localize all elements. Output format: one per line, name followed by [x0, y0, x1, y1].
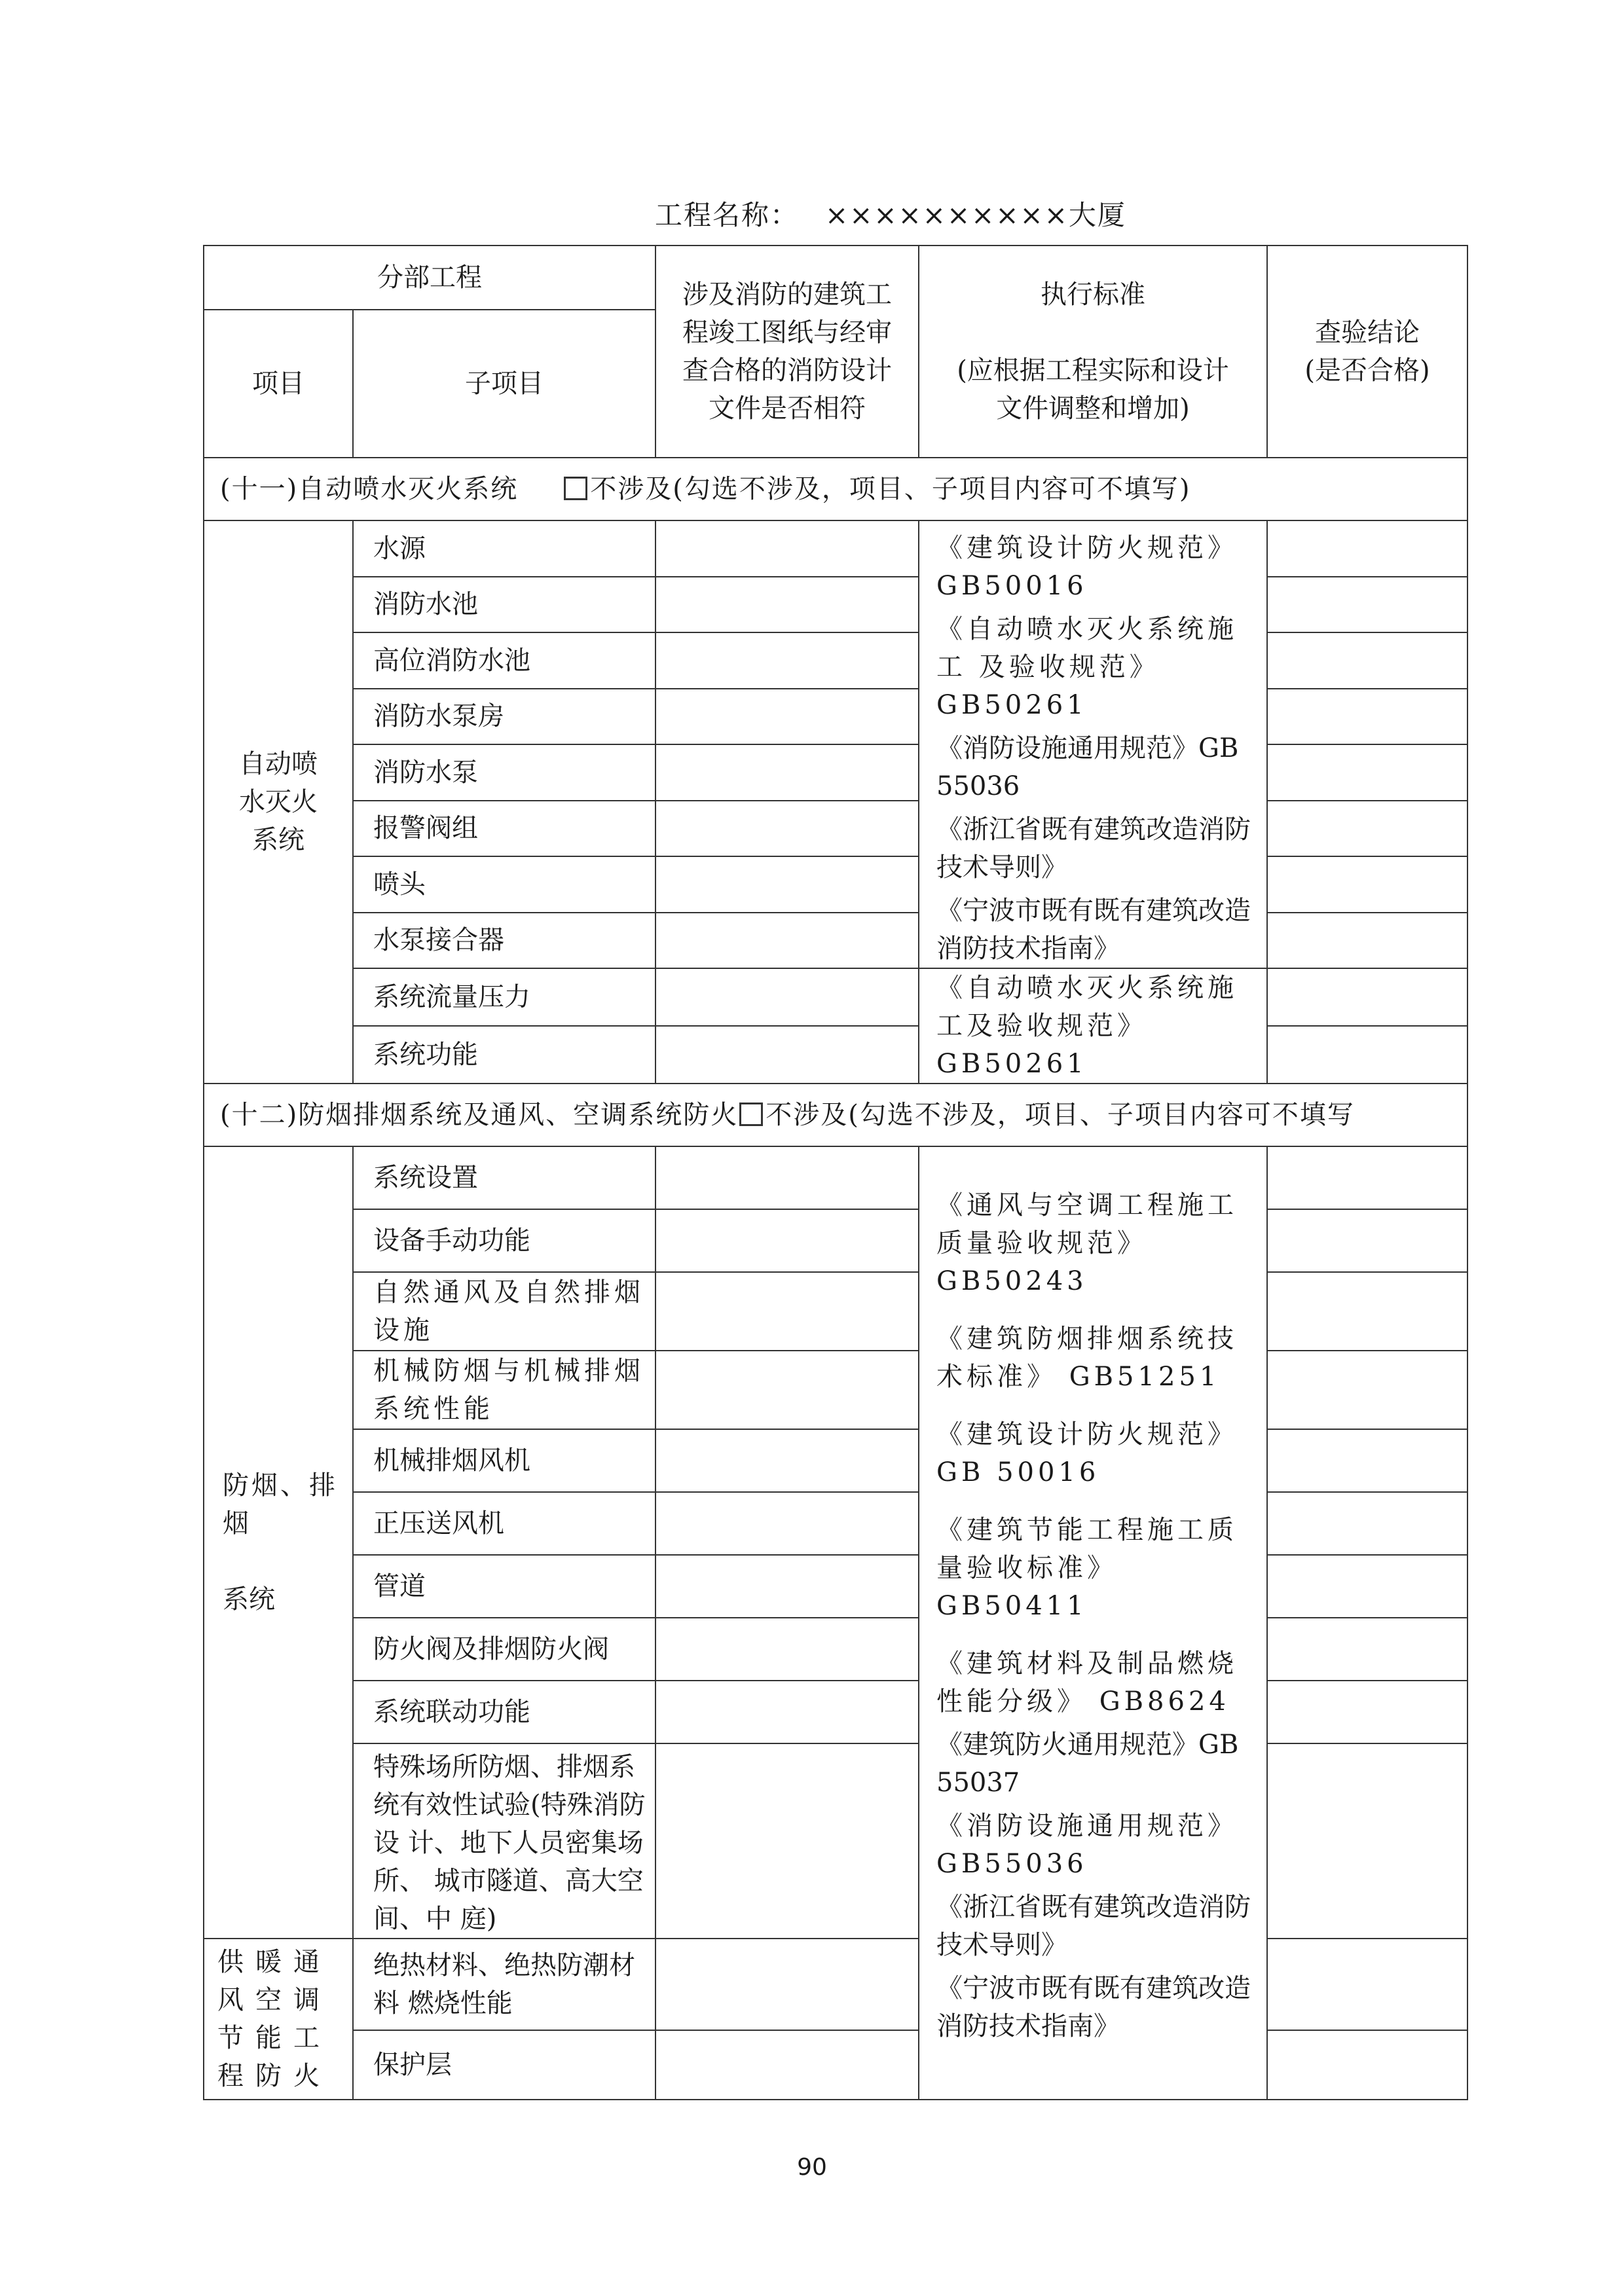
drawings-cell[interactable]	[655, 1555, 919, 1618]
header-item: 项目	[204, 310, 353, 458]
subitem: 机械防烟与机械排烟系统性能	[353, 1351, 655, 1429]
not-applicable-checkbox[interactable]	[564, 477, 587, 500]
page-number: 90	[797, 2154, 827, 2181]
subitem: 喷头	[353, 856, 655, 913]
subitem: 绝热材料、绝热防潮材料 燃烧性能	[353, 1939, 655, 2030]
subitem: 消防水泵	[353, 744, 655, 801]
drawings-cell[interactable]	[655, 1272, 919, 1351]
header-division: 分部工程	[204, 246, 655, 310]
subitem: 特殊场所防烟、排烟系统有效性试验(特殊消防设 计、地下人员密集场所、 城市隧道、高大空间、中 庭)	[353, 1743, 655, 1939]
section-11-standard-bottom: 《自动喷水灭火系统施工及验收规范》 GB50261	[919, 968, 1267, 1084]
result-cell[interactable]	[1267, 801, 1467, 857]
subitem: 消防水泵房	[353, 689, 655, 745]
subitem: 保护层	[353, 2030, 655, 2100]
drawings-cell[interactable]	[655, 801, 919, 857]
result-cell[interactable]	[1267, 1272, 1467, 1351]
drawings-cell[interactable]	[655, 1351, 919, 1429]
subitem: 系统联动功能	[353, 1681, 655, 1743]
section-11-item: 自动喷 水灭火 系统	[204, 520, 353, 1084]
result-cell[interactable]	[1267, 968, 1467, 1026]
drawings-cell[interactable]	[655, 632, 919, 689]
subitem: 水泵接合器	[353, 913, 655, 969]
drawings-cell[interactable]	[655, 1681, 919, 1743]
drawings-cell[interactable]	[655, 1209, 919, 1272]
header-subitem: 子项目	[353, 310, 655, 458]
result-cell[interactable]	[1267, 2030, 1467, 2100]
header-drawings-match: 涉及消防的建筑工 程竣工图纸与经审 查合格的消防设计 文件是否相符	[655, 246, 919, 458]
not-applicable-checkbox[interactable]	[739, 1102, 763, 1126]
result-cell[interactable]	[1267, 1026, 1467, 1084]
result-cell[interactable]	[1267, 1618, 1467, 1681]
project-name-label: 工程名称：	[655, 199, 800, 231]
result-cell[interactable]	[1267, 520, 1467, 577]
section-12-title-row: (十二)防烟排烟系统及通风、空调系统防火 不涉及(勾选不涉及，项目、子项目内容可不填写	[204, 1084, 1467, 1146]
drawings-cell[interactable]	[655, 2030, 919, 2100]
hvac-energy-item: 供暖通风空调节能工程防火	[204, 1939, 353, 2100]
drawings-cell[interactable]	[655, 577, 919, 633]
subitem: 消防水池	[353, 577, 655, 633]
drawings-cell[interactable]	[655, 856, 919, 913]
section-12-standards: 《通风与空调工程施工质量验收规范》 GB50243 《建筑防烟排烟系统技术标准》 GB51251 《建筑设计防火规范》 GB 50016 《建筑节能工程施工质量验收标准》 GB50411 《建筑材料及制品燃烧性能分级》 GB8624 《建筑防火通用规范》GB 55037 《消防设施通用规范》GB55036 《浙江省既有建筑改造消防技术导则》 《宁波市既有既有建筑改造消防技术指南》	[919, 1146, 1267, 2100]
subitem: 机械排烟风机	[353, 1429, 655, 1492]
section-11-title-row: (十一)自动喷水灭火系统 不涉及(勾选不涉及，项目、子项目内容可不填写)	[204, 458, 1467, 520]
header-standard: 执行标准 (应根据工程实际和设计 文件调整和增加)	[919, 246, 1267, 458]
drawings-cell[interactable]	[655, 744, 919, 801]
drawings-cell[interactable]	[655, 913, 919, 969]
subitem: 设备手动功能	[353, 1209, 655, 1272]
result-cell[interactable]	[1267, 689, 1467, 745]
result-cell[interactable]	[1267, 1939, 1467, 2030]
subitem: 防火阀及排烟防火阀	[353, 1618, 655, 1681]
result-cell[interactable]	[1267, 1743, 1467, 1939]
result-cell[interactable]	[1267, 1429, 1467, 1492]
subitem: 系统设置	[353, 1146, 655, 1209]
subitem: 报警阀组	[353, 801, 655, 857]
drawings-cell[interactable]	[655, 689, 919, 745]
subitem: 管道	[353, 1555, 655, 1618]
result-cell[interactable]	[1267, 1555, 1467, 1618]
result-cell[interactable]	[1267, 1146, 1467, 1209]
section-12-item: 防烟、排 烟 系统	[204, 1146, 353, 1939]
result-cell[interactable]	[1267, 1351, 1467, 1429]
result-cell[interactable]	[1267, 744, 1467, 801]
result-cell[interactable]	[1267, 1209, 1467, 1272]
subitem: 正压送风机	[353, 1492, 655, 1555]
project-name-value: ××××××××××大厦	[825, 199, 1126, 231]
result-cell[interactable]	[1267, 577, 1467, 633]
drawings-cell[interactable]	[655, 968, 919, 1026]
result-cell[interactable]	[1267, 913, 1467, 969]
drawings-cell[interactable]	[655, 1146, 919, 1209]
result-cell[interactable]	[1267, 1492, 1467, 1555]
subitem: 自然通风及自然排烟设施	[353, 1272, 655, 1351]
drawings-cell[interactable]	[655, 1492, 919, 1555]
result-cell[interactable]	[1267, 1681, 1467, 1743]
subitem: 系统流量压力	[353, 968, 655, 1026]
result-cell[interactable]	[1267, 632, 1467, 689]
section-11-standards: 《建筑设计防火规范》GB50016 《自动喷水灭火系统施工 及验收规范》GB50261 《消防设施通用规范》GB 55036 《浙江省既有建筑改造消防技术导则》 《宁波市既有既有建筑改造消防技术指南》	[919, 520, 1267, 968]
drawings-cell[interactable]	[655, 1026, 919, 1084]
header-result: 查验结论 (是否合格)	[1267, 246, 1467, 458]
subitem: 高位消防水池	[353, 632, 655, 689]
drawings-cell[interactable]	[655, 1743, 919, 1939]
drawings-cell[interactable]	[655, 520, 919, 577]
project-name-line	[655, 194, 1126, 233]
drawings-cell[interactable]	[655, 1618, 919, 1681]
subitem: 水源	[353, 520, 655, 577]
result-cell[interactable]	[1267, 856, 1467, 913]
drawings-cell[interactable]	[655, 1429, 919, 1492]
subitem: 系统功能	[353, 1026, 655, 1084]
drawings-cell[interactable]	[655, 1939, 919, 2030]
inspection-table	[203, 245, 1468, 2100]
